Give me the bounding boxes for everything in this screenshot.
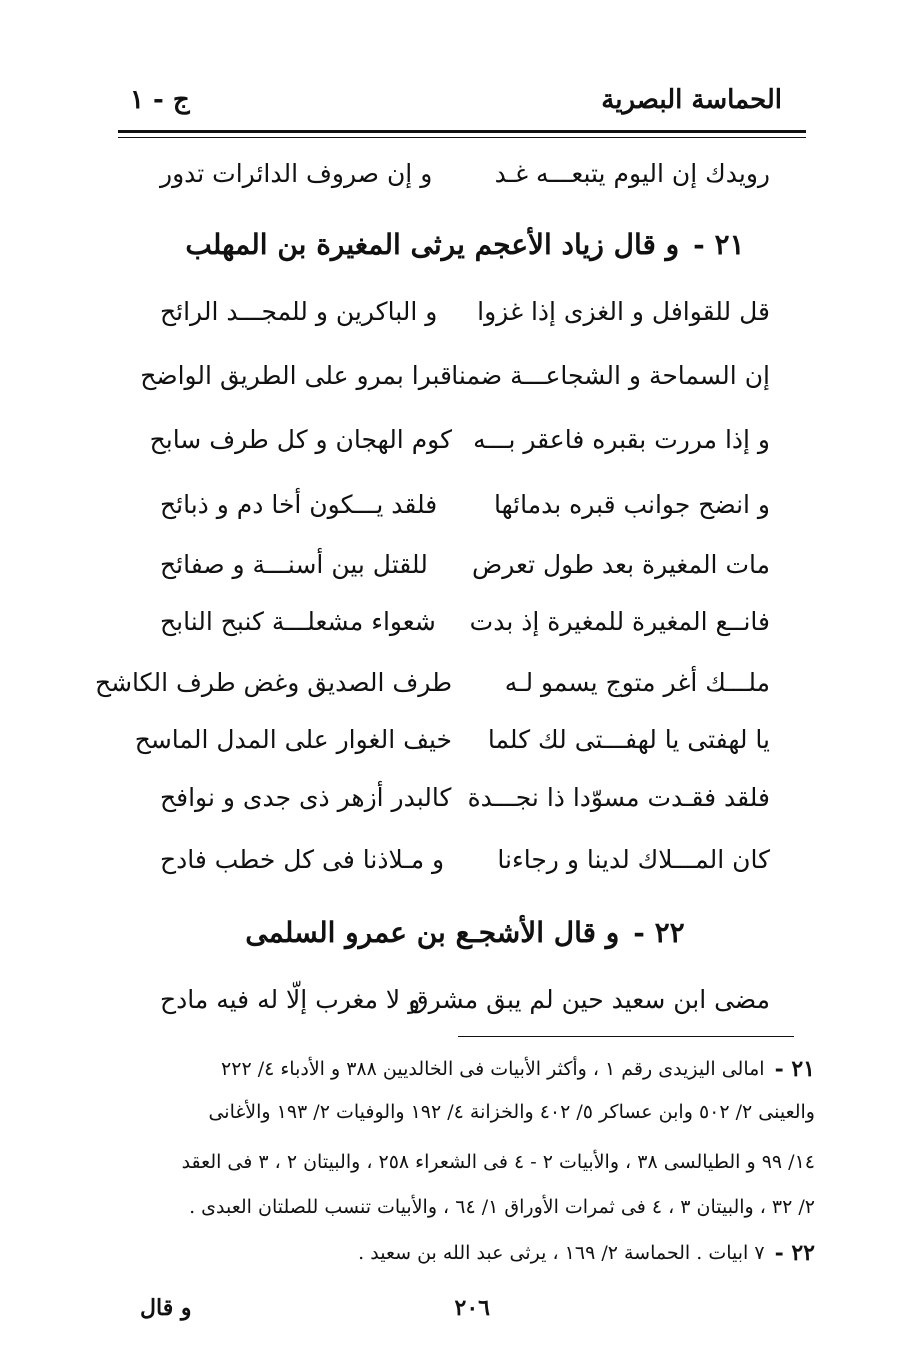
verse-line	[160, 541, 770, 587]
footnote-text: ١٤/ ٩٩ و الطيالسى ٣٨ ، والأبيات ٢ - ٤ فى الشعراء ٢٥٨ ، والبيتان ٢ ، ٣ فى العقد	[181, 1151, 815, 1173]
hemistich-first: و إذا مررت بقبره فاعقر بـــه	[473, 424, 770, 454]
poem-22-heading	[160, 906, 770, 958]
opening-verse	[160, 150, 770, 196]
footnote-text: امالى اليزيدى رقم ١ ، وأكثر الأبيات فى الخالديين ٣٨٨ و الأدباء ٤/ ٢٢٢	[221, 1058, 765, 1080]
footnote-text: ٢/ ٣٢ ، والبيتان ٣ ، ٤ فى ثمرات الأوراق ١/ ٦٤ ، والأبيات تنسب للصلتان العبدى .	[189, 1196, 815, 1218]
hemistich-second: كوم الهجان و كل طرف سابح	[149, 424, 452, 454]
hemistich-first: مات المغيرة بعد طول تعرض	[472, 549, 770, 579]
hemistich-first: و انضح جوانب قبره بدمائها	[494, 489, 770, 519]
verse-line	[160, 288, 770, 334]
hemistich-second: و الباكرين و للمجـــد الرائح	[160, 296, 438, 326]
footnote-text: ٧ ابيات . الحماسة ٢/ ١٦٩ ، يرثى عبد الله بن سعيد .	[358, 1242, 765, 1264]
header-rule-thin	[118, 137, 806, 138]
footnote-22	[125, 1234, 815, 1272]
poem-21-heading	[160, 218, 770, 270]
hemistich-second: طرف الصديق وغض طرف الكاشح	[94, 667, 452, 697]
verse-line	[160, 774, 770, 820]
verse-line	[134, 716, 770, 762]
poem-title: و قال الأشجـع بن عمرو السلمى	[245, 915, 620, 949]
hemistich-second: و لا مغرب إلّا له فيه مادح	[160, 984, 421, 1014]
hemistich-first: كان المـــلاك لدينا و رجاءنا	[497, 844, 770, 874]
verse-line	[140, 352, 770, 398]
footnote-21-line-4	[125, 1188, 815, 1226]
hemistich-second: فلقد يـــكون أخا دم و ذبائح	[160, 489, 438, 519]
verse-line	[94, 659, 770, 705]
page-footer	[140, 1290, 700, 1326]
hemistich-first: ملـــك أغر متوج يسمو لـه	[504, 667, 770, 697]
footnote-rule	[458, 1036, 794, 1037]
hemistich-second: و مـلاذنا فى كل خطب فادح	[160, 844, 445, 874]
volume-label: ج - ١	[130, 85, 190, 115]
verse-line	[149, 416, 770, 462]
hemistich-first: فانــع المغيرة للمغيرة إذ بدت	[469, 606, 770, 636]
hemistich-first: إن السماحة و الشجاعـــة ضمنا	[451, 360, 770, 390]
hemistich-second: للقتل بين أسنـــة و صفائح	[160, 549, 428, 579]
footnote-21-line-3	[125, 1143, 815, 1181]
hemistich-second: قبرا بمرو على الطريق الواضح	[140, 360, 452, 390]
page-number: ٢٠٦	[454, 1295, 490, 1321]
poem-title: و قال زياد الأعجم يرثى المغيرة بن المهلب	[185, 227, 680, 261]
verse-line	[160, 976, 770, 1022]
hemistich-second: خيف الغوار على المدل الماسح	[134, 724, 452, 754]
verse-line	[160, 481, 770, 527]
hemistich-first: رويدك إن اليوم يتبعـــه غـد	[494, 158, 770, 188]
verse-line	[160, 836, 770, 882]
hemistich-second: كالبدر أزهر ذى جدى و نوافح	[160, 782, 452, 812]
footnote-number: ٢٢ -	[774, 1240, 815, 1266]
footnote-number: ٢١ -	[774, 1056, 815, 1082]
catchword: و قال	[140, 1295, 192, 1321]
footnote-text: والعينى ٢/ ٥٠٢ وابن عساكر ٥/ ٤٠٢ والخزانة ٤/ ١٩٢ والوفيات ٢/ ١٩٣ والأغانى	[208, 1101, 815, 1123]
hemistich-first: يا لهفتى يا لهفـــتى لك كلما	[487, 724, 770, 754]
poem-number: ٢٢ -	[633, 915, 685, 949]
verse-line	[160, 598, 770, 644]
hemistich-first: مضى ابن سعيد حين لم يبق مشرق	[409, 984, 770, 1014]
header-rule-thick	[118, 130, 806, 133]
hemistich-first: فلقد فقـدت مسوّدا ذا نجـــدة	[467, 782, 770, 812]
running-title: الحماسة البصرية	[601, 85, 782, 115]
footnote-21-line-1	[125, 1050, 815, 1088]
poem-number: ٢١ -	[693, 227, 745, 261]
hemistich-first: قل للقوافل و الغزى إذا غزوا	[477, 296, 770, 326]
footnote-21-line-2	[125, 1093, 815, 1131]
hemistich-second: و إن صروف الدائرات تدور	[160, 158, 433, 188]
page-header	[130, 78, 782, 122]
hemistich-second: شعواء مشعلـــة كنبح النابح	[160, 606, 436, 636]
